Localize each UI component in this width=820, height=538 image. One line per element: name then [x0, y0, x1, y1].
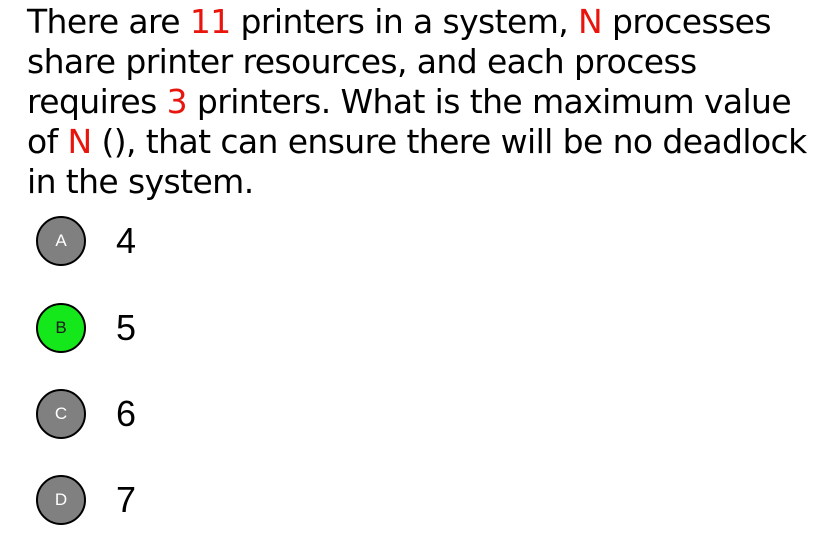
option-a-badge[interactable]: A: [36, 216, 86, 266]
option-c-badge[interactable]: C: [36, 389, 86, 439]
option-c-text: 6: [116, 393, 137, 434]
option-b[interactable]: [36, 303, 136, 353]
question-segment: There are: [27, 2, 190, 41]
highlight-printers-per-process: 3: [166, 82, 188, 121]
question-segment: printers in a system,: [230, 2, 579, 41]
option-d-text: 7: [116, 479, 137, 520]
question-text: [27, 2, 817, 202]
question-segment: printers. What is the maximum value of: [27, 82, 792, 161]
option-d-badge[interactable]: D: [36, 475, 86, 525]
option-b-text: 5: [116, 307, 137, 348]
option-c[interactable]: [36, 389, 136, 439]
highlight-variable-n: N: [67, 122, 92, 161]
question-segment: (), that can ensure there will be no deadlock in the system.: [27, 122, 807, 201]
highlight-variable-n: N: [578, 2, 603, 41]
option-b-badge[interactable]: B: [36, 303, 86, 353]
option-a[interactable]: [36, 216, 136, 266]
option-a-text: 4: [116, 220, 137, 261]
question-segment: processes share printer resources, and each process requires: [27, 2, 771, 121]
option-d[interactable]: [36, 475, 136, 525]
highlight-printer-count: 11: [189, 2, 231, 41]
